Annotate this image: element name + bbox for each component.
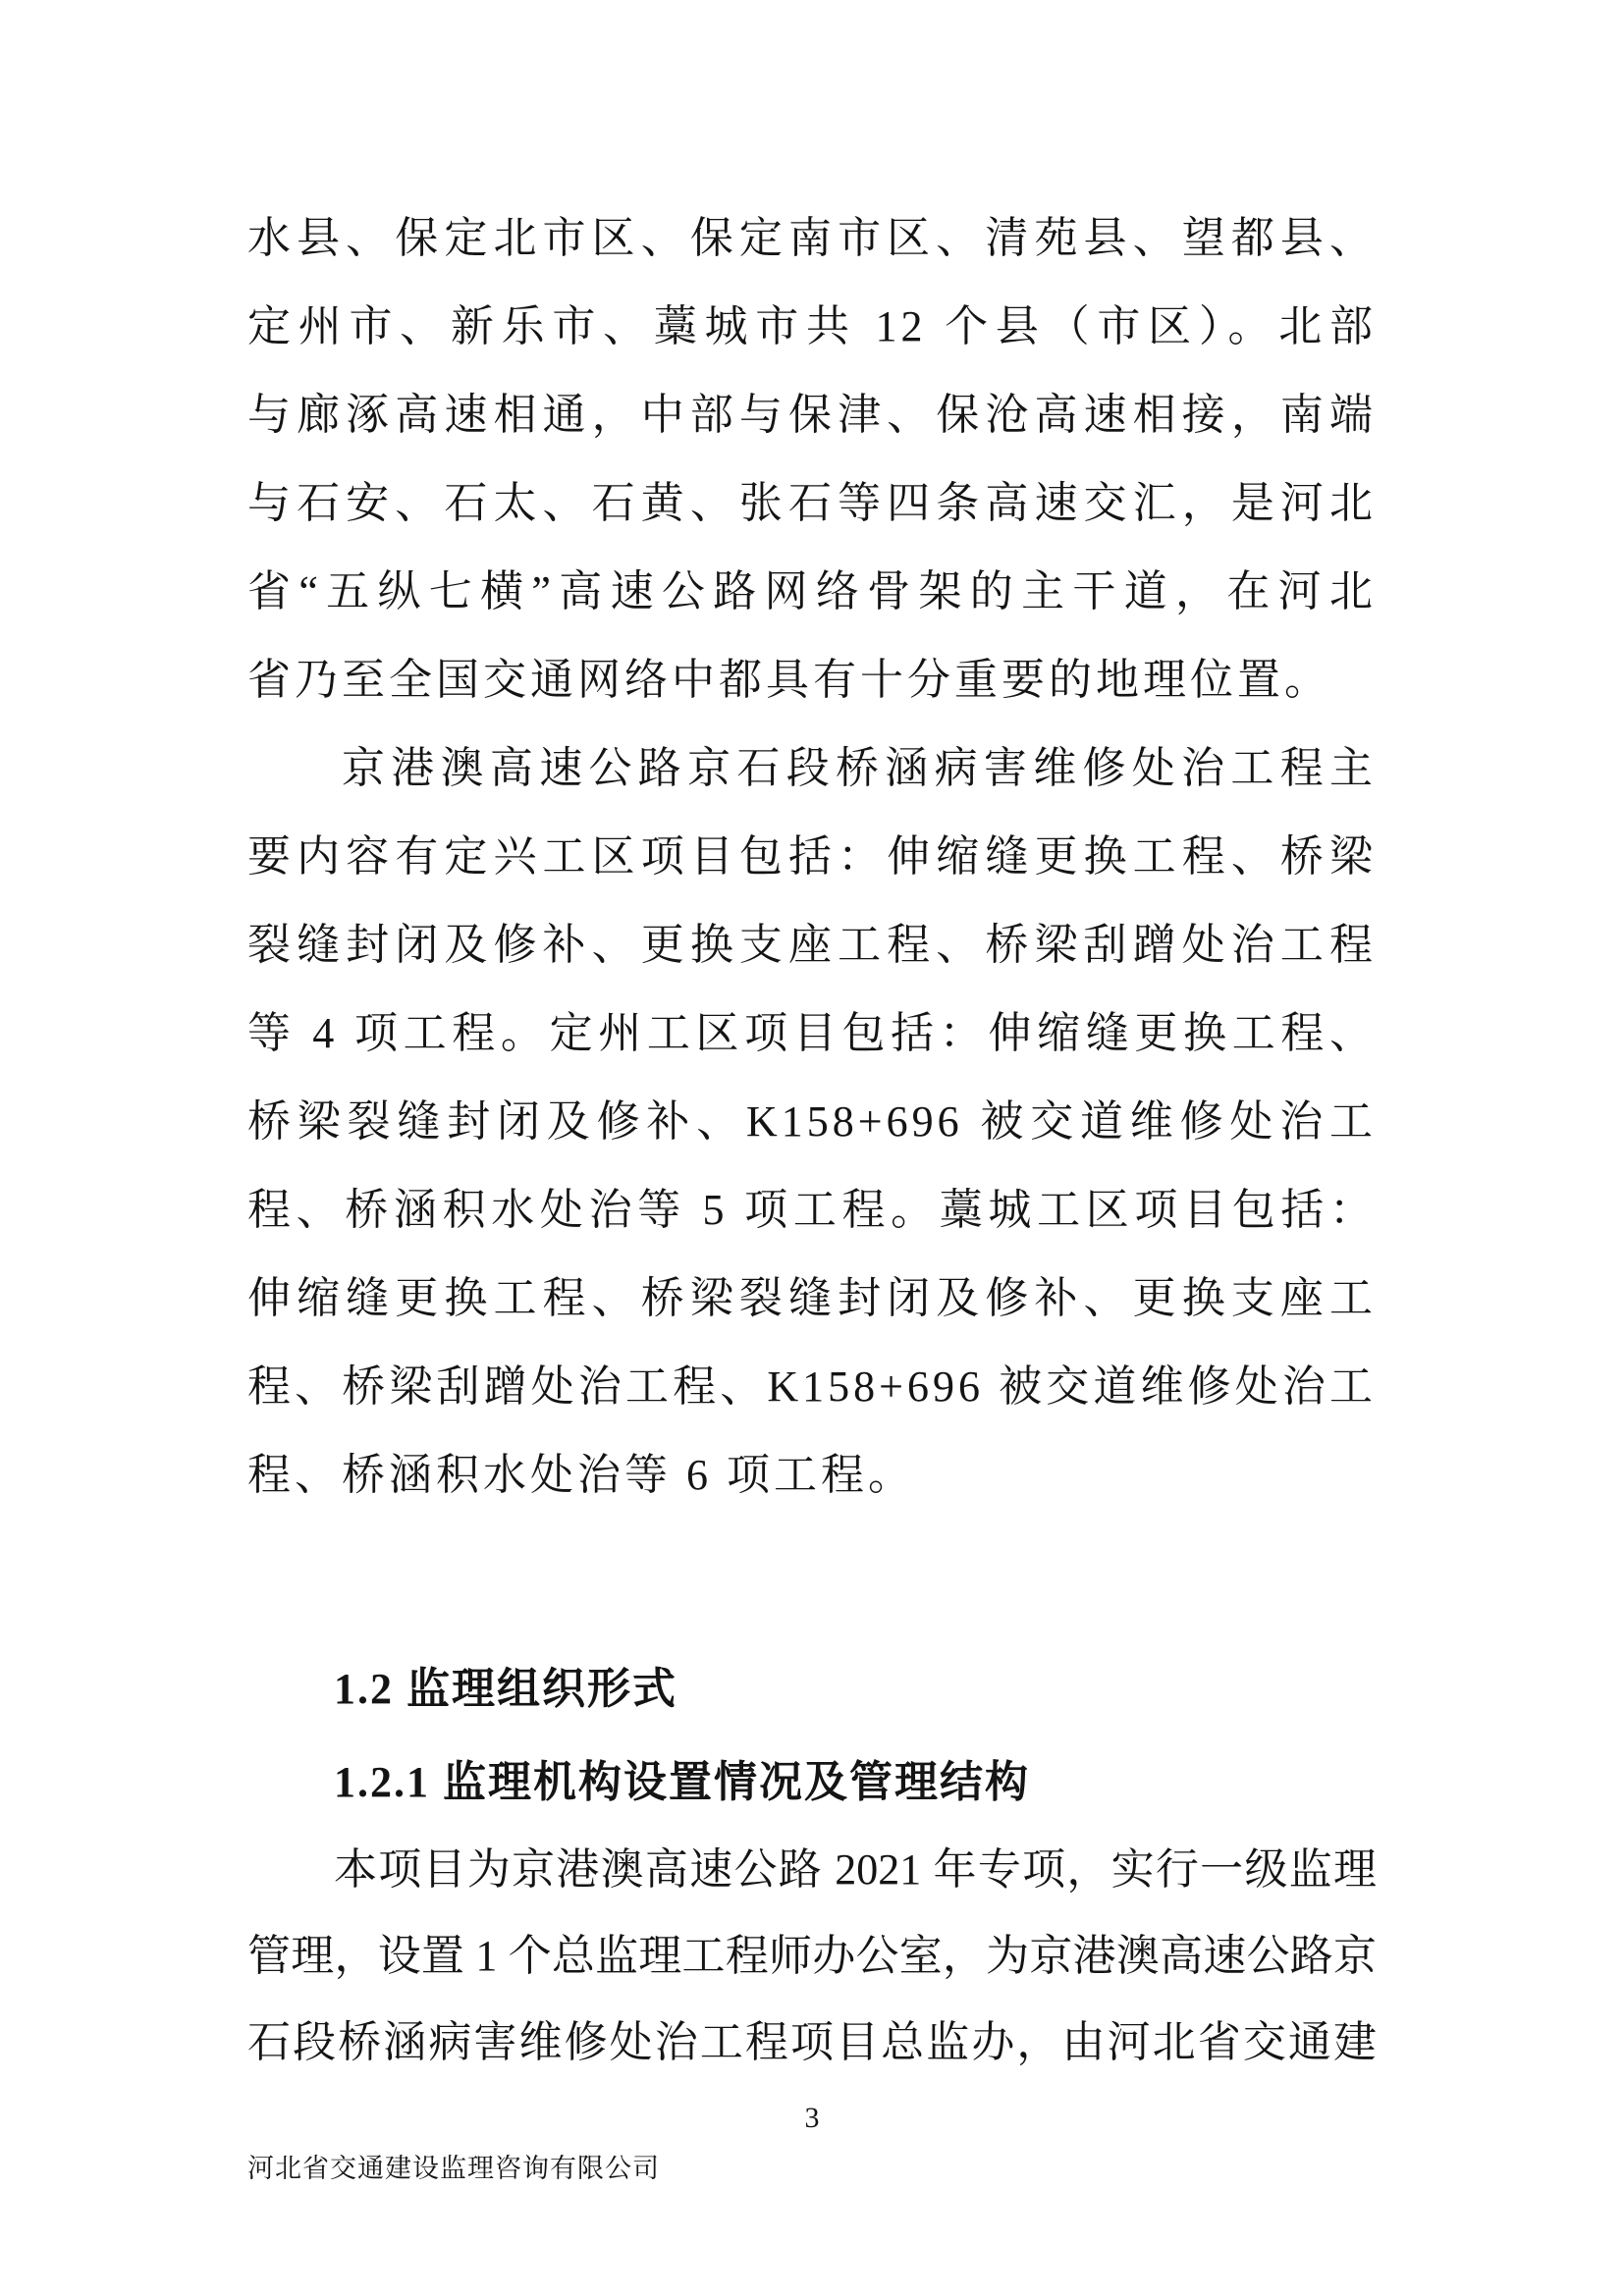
paragraph-highway-counties bbox=[247, 194, 1377, 724]
paragraph-project-scope bbox=[247, 724, 1377, 1520]
text-line: 定州市、新乐市、藁城市共 12 个县（市区）。北部 bbox=[247, 302, 1377, 350]
text-line: 等 4 项工程。定州工区项目包括：伸缩缝更换工程、 bbox=[247, 1009, 1377, 1057]
footer-company-name: 河北省交通建设监理咨询有限公司 bbox=[247, 2154, 660, 2183]
text-line: 程、桥涵积水处治等 5 项工程。藁城工区项目包括： bbox=[247, 1186, 1377, 1234]
text-line: 京港澳高速公路京石段桥涵病害维修处治工程主 bbox=[342, 744, 1377, 792]
text-line: 管理，设置 1 个总监理工程师办公室，为京港澳高速公路京 bbox=[247, 1932, 1377, 1980]
text-line: 石段桥涵病害维修处治工程项目总监办，由河北省交通建 bbox=[247, 2018, 1377, 2066]
page-number: 3 bbox=[804, 2102, 820, 2134]
text-line: 桥梁裂缝封闭及修补、K158+696 被交道维修处治工 bbox=[247, 1097, 1377, 1146]
text-line: 与石安、石太、石黄、张石等四条高速交汇，是河北 bbox=[247, 479, 1377, 527]
text-line: 与廊涿高速相通，中部与保津、保沧高速相接，南端 bbox=[247, 391, 1377, 439]
text-line: 省“五纵七横”高速公路网络骨架的主干道，在河北 bbox=[247, 567, 1377, 615]
text-line: 伸缩缝更换工程、桥梁裂缝封闭及修补、更换支座工 bbox=[247, 1274, 1377, 1322]
text-block bbox=[247, 194, 1377, 2188]
text-line: 本项目为京港澳高速公路 2021 年专项，实行一级监理 bbox=[334, 1845, 1377, 1894]
text-line: 省乃至全国交通网络中都具有十分重要的地理位置。 bbox=[247, 656, 1331, 704]
text-line: 裂缝封闭及修补、更换支座工程、桥梁刮蹭处治工程 bbox=[247, 921, 1377, 969]
paragraph-supervision-org bbox=[247, 1827, 1377, 2086]
section-heading-1-2-1: 1.2.1 监理机构设置情况及管理结构 bbox=[334, 1758, 1030, 1806]
text-line: 程、桥梁刮蹭处治工程、K158+696 被交道维修处治工 bbox=[247, 1362, 1377, 1411]
text-line: 要内容有定兴工区项目包括：伸缩缝更换工程、桥梁 bbox=[247, 832, 1377, 881]
text-line: 水县、保定北市区、保定南市区、清苑县、望都县、 bbox=[247, 214, 1377, 262]
section-heading-1-2: 1.2 监理组织形式 bbox=[334, 1665, 677, 1713]
text-line: 程、桥涵积水处治等 6 项工程。 bbox=[247, 1451, 915, 1499]
